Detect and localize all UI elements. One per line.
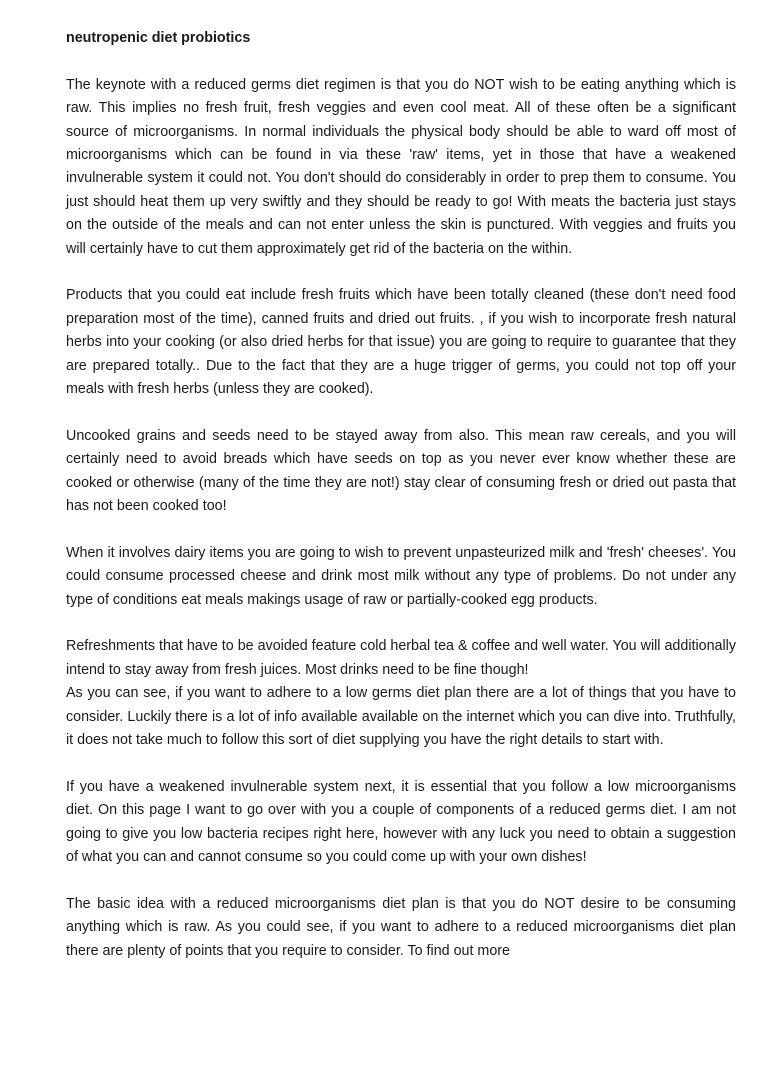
- document-title: neutropenic diet probiotics: [66, 30, 251, 46]
- paragraph: Refreshments that have to be avoided feature cold herbal tea & coffee and well water. You will additionally intend to stay away from fresh juices. Most drinks need to be fine though!: [66, 638, 736, 678]
- paragraph: Products that you could eat include fresh fruits which have been totally cleaned (these don't need food preparation most of the time), canned fruits and dried out fruits. , if you wish to incorporate fresh natural herbs into your cooking (or also dried herbs for that issue) you are going to require to guarantee that they are prepared totally.. Due to the fact that they are a huge trigger of germs, you could not top off your meals with fresh herbs (unless they are cooked).: [66, 287, 736, 398]
- paragraph: Uncooked grains and seeds need to be stayed away from also. This mean raw cereals, and you will certainly need to avoid breads which have seeds on top as you never ever know whether these are cooked or otherwise (many of the time they are not!) stay clear of consuming fresh or dried out pasta that has not been cooked too!: [66, 427, 736, 515]
- paragraph: The keynote with a reduced germs diet regimen is that you do NOT wish to be eating anything which is raw. This implies no fresh fruit, fresh veggies and even cool meat. All of these often be a significant source of microorganisms. In normal individuals the physical body should be able to ward off most of microorganisms which can be found in via these 'raw' items, yet in those that have a weakened invulnerable system it could not. You don't should do considerably in order to prep them to consume. You just should heat them up very swiftly and they should be ready to go! With meats the bacteria just stays on the outside of the meals and can not enter unless the skin is punctured. With veggies and fruits you will certainly have to cut them approximately get rid of the bacteria on the within.: [66, 76, 736, 257]
- paragraph: As you can see, if you want to adhere to a low germs diet plan there are a lot of things that you have to consider. Luckily there is a lot of info available available on the internet which you can dive into. Truthfully, it does not take much to follow this sort of diet supplying you have the right details to start with.: [66, 685, 736, 749]
- paragraph: If you have a weakened invulnerable system next, it is essential that you follow a low microorganisms diet. On this page I want to go over with you a couple of components of a reduced germs diet. I am not going to give you low bacteria recipes right here, however with any luck you need to obtain a suggestion of what you can and cannot consume so you could come up with your own dishes!: [66, 778, 736, 866]
- paragraph: When it involves dairy items you are going to wish to prevent unpasteurized milk and 'fresh' cheeses'. You could consume processed cheese and drink most milk without any type of problems. Do not under any type of conditions eat meals makings usage of raw or partially-cooked egg products.: [66, 544, 736, 608]
- paragraph: The basic idea with a reduced microorganisms diet plan is that you do NOT desire to be consuming anything which is raw. As you could see, if you want to adhere to a reduced microorganisms diet plan there are plenty of points that you require to consider. To find out more: [66, 895, 736, 959]
- document-page: [66, 27, 736, 987]
